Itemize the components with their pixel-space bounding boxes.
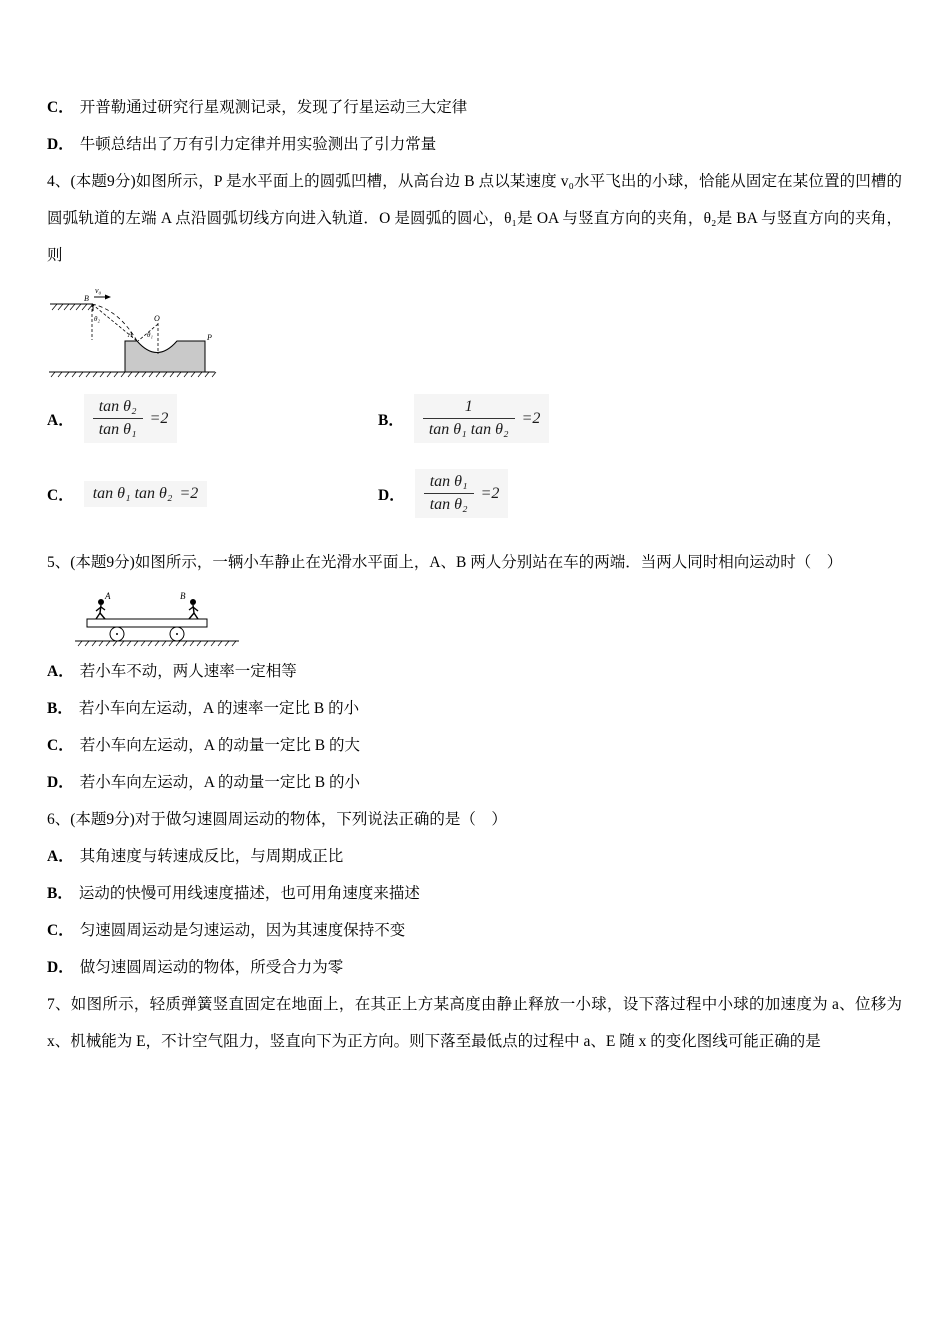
q6-options (47, 838, 902, 986)
fraction-numerator: tan θ₁ (429, 473, 468, 490)
person-a-label: A (105, 591, 111, 601)
v0-label: v₀ (95, 286, 102, 295)
fraction (93, 398, 143, 439)
point-b-label: B (84, 294, 89, 303)
option-text: 开普勒通过研究行星观测记录，发现了行星运动三大定律 (79, 99, 468, 116)
equals-value: =2 (149, 409, 169, 427)
person-b-label: B (180, 591, 186, 601)
fraction (423, 398, 515, 439)
ground-hatching (51, 372, 216, 377)
groove-block (125, 341, 205, 372)
option-label: A． (47, 411, 74, 429)
q4-option-b (378, 394, 709, 443)
formula-inline-c (84, 481, 208, 507)
q6-option-b (47, 875, 902, 912)
q4-option-d (378, 469, 709, 518)
person-a-figure (96, 599, 105, 619)
formula-fraction-b (414, 394, 550, 443)
q4-options-row-2 (47, 469, 902, 518)
fraction-numerator: tan θ₂ (98, 398, 137, 415)
q4-figure (47, 284, 219, 378)
option-label: D． (47, 774, 74, 791)
q5-option-c (47, 727, 902, 764)
q4-option-a (47, 394, 378, 443)
person-b-figure (189, 599, 198, 619)
theta1-label: θ₁ (147, 331, 153, 339)
fraction-denominator: tan θ₂ (424, 493, 474, 514)
equals-value: =2 (179, 484, 199, 502)
q6-option-c (47, 912, 902, 949)
q6-stem: 6、(本题9分)对于做匀速圆周运动的物体，下列说法正确的是（ ） (47, 811, 507, 828)
q5-option-b (47, 690, 902, 727)
option-label: B． (47, 700, 73, 717)
option-text: 匀速圆周运动是匀速运动，因为其速度保持不变 (79, 922, 406, 939)
point-o-label: O (154, 314, 160, 323)
option-label: B． (378, 411, 404, 429)
q5-options (47, 653, 902, 801)
q4-stem: 4、(本题9分)如图所示，P 是水平面上的圆弧凹槽，从高台边 B 点以某速度 v₀水平飞出的小球，恰能从固定在某位置的凹槽的圆弧轨道的左端 A 点沿圆弧切线方向进入轨道．O 是圆弧的圆心，θ₁是 OA 与竖直方向的夹角，θ₂是 BA 与竖直方向的夹角，则 (47, 173, 902, 264)
formula-fraction-a (84, 394, 178, 443)
q4-option-c (47, 481, 378, 507)
equals-value: =2 (521, 409, 541, 427)
cart-plank (87, 619, 207, 627)
cart-wheels (110, 627, 184, 641)
v0-arrow (94, 295, 111, 300)
q5-figure (75, 589, 239, 651)
platform-hatching (52, 304, 93, 310)
formula-text: tan θ₁ tan θ₂ (92, 484, 173, 502)
ground-hatching (78, 641, 236, 646)
fraction (424, 473, 474, 514)
option-text: 若小车向左运动，A 的动量一定比 B 的大 (79, 737, 361, 754)
fraction-denominator: tan θ₁ tan θ₂ (423, 418, 515, 439)
option-text: 牛顿总结出了万有引力定律并用实验测出了引力常量 (79, 136, 437, 153)
option-text: 运动的快慢可用线速度描述，也可用角速度来描述 (78, 885, 420, 902)
q4-options-row-1 (47, 394, 902, 443)
option-text: 若小车向左运动，A 的速率一定比 B 的小 (78, 700, 360, 717)
formula-fraction-d (415, 469, 509, 518)
q3-option-c (47, 89, 902, 126)
point-p-label: P (207, 333, 212, 342)
option-label: C． (47, 486, 74, 504)
option-label: C． (47, 99, 74, 116)
option-label: D． (47, 136, 74, 153)
option-label: D． (378, 486, 405, 504)
fraction-numerator: 1 (464, 398, 473, 415)
q5-option-a (47, 653, 902, 690)
option-text: 其角速度与转速成反比，与周期成正比 (79, 848, 344, 865)
q5-option-d (47, 764, 902, 801)
option-label: B． (47, 885, 73, 902)
theta2-label: θ₂ (94, 315, 100, 323)
option-text: 做匀速圆周运动的物体，所受合力为零 (79, 959, 344, 976)
option-label: A． (47, 663, 74, 680)
q7-stem: 7、如图所示，轻质弹簧竖直固定在地面上，在其正上方某高度由静止释放一小球，设下落过程中小球的加速度为 a、位移为 x、机械能为 E，不计空气阻力，竖直向下为正方向。则下落至最低点的过程中 a、E 随 x 的变化图线可能正确的是 (47, 996, 902, 1050)
q5-stem: 5、(本题9分)如图所示，一辆小车静止在光滑水平面上，A、B 两人分别站在车的两端．当两人同时相向运动时（ ） (47, 554, 843, 571)
option-label: C． (47, 737, 74, 754)
option-text: 若小车向左运动，A 的动量一定比 B 的小 (79, 774, 361, 791)
q6-option-d (47, 949, 902, 986)
equals-value: =2 (480, 484, 500, 502)
point-a-label: A (128, 330, 133, 339)
q3-option-d (47, 126, 902, 163)
option-label: D． (47, 959, 74, 976)
option-text: 若小车不动，两人速率一定相等 (79, 663, 297, 680)
q6-option-a (47, 838, 902, 875)
option-label: C． (47, 922, 74, 939)
fraction-denominator: tan θ₁ (93, 418, 143, 439)
option-label: A． (47, 848, 74, 865)
